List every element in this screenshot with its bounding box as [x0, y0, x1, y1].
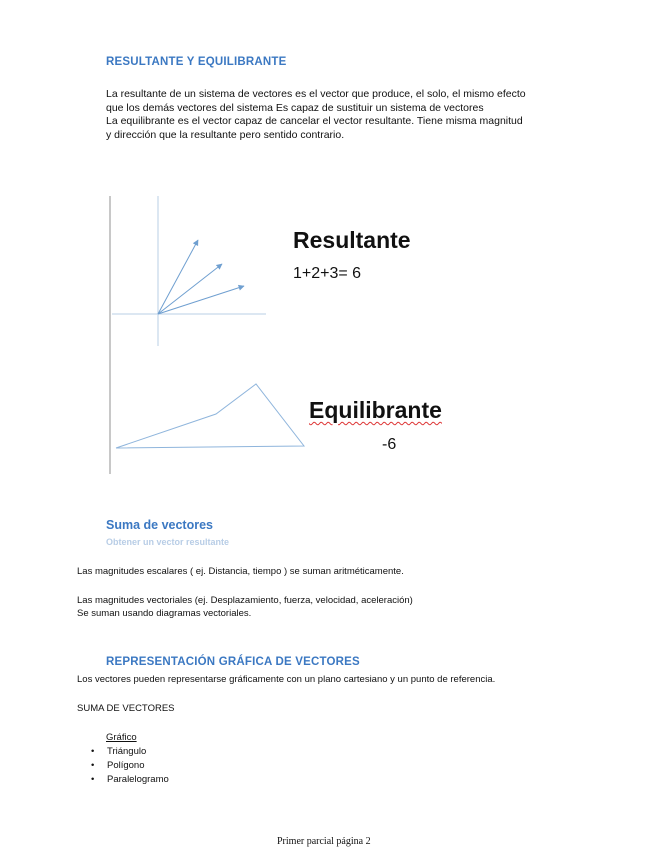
diagramas-text: Se suman usando diagramas vectoriales. — [77, 608, 252, 619]
definition-paragraph — [106, 88, 626, 142]
escalares-text: Las magnitudes escalares ( ej. Distancia, tiempo ) se suman aritméticamente. — [77, 566, 404, 577]
resultante-expression: 1+2+3= 6 — [293, 265, 362, 282]
paragraph-line: La equilibrante es el vector capaz de cancelar el vector resultante. Tiene misma magnitud — [106, 115, 523, 127]
representacion-heading: REPRESENTACIÓN GRÁFICA DE VECTORES — [106, 656, 360, 668]
list-item: • Triángulo — [91, 745, 169, 759]
equilibrante-value: -6 — [382, 436, 397, 453]
representacion-text: Los vectores pueden representarse gráficamente con un plano cartesiano y un punto de referencia. — [77, 674, 496, 685]
equilibrante-title-text: Equilibrante — [309, 397, 442, 423]
equilibrante-polygon — [116, 384, 304, 448]
suma-vectores-label: SUMA DE VECTORES — [77, 703, 175, 714]
resultante-title: Resultante — [293, 227, 411, 253]
paragraph-line: que los demás vectores del sistema Es capaz de sustituir un sistema de vectores — [106, 101, 484, 114]
suma-vectores-subheading: Obtener un vector resultante — [106, 537, 230, 547]
vectoriales-text: Las magnitudes vectoriales (ej. Desplazamiento, fuerza, velocidad, aceleración) — [77, 595, 413, 606]
section-heading-resultante-equilibrante: RESULTANTE Y EQUILIBRANTE — [106, 56, 287, 68]
grafico-list-title: Gráfico — [106, 732, 137, 743]
page-footer: Primer parcial página 2 — [277, 836, 371, 847]
vector-arrow-2 — [158, 264, 222, 314]
vector-figure — [100, 190, 480, 480]
paragraph-line: La resultante de un sistema de vectores es el vector que produce, el solo, el mismo efecto — [106, 88, 526, 100]
list-item: • Polígono — [91, 759, 169, 773]
list-item: • Paralelogramo — [91, 773, 169, 787]
paragraph-line: y dirección que la resultante pero sentido contrario. — [106, 128, 345, 141]
grafico-list — [91, 745, 169, 787]
suma-vectores-heading: Suma de vectores — [106, 518, 213, 532]
equilibrante-title — [309, 397, 442, 424]
